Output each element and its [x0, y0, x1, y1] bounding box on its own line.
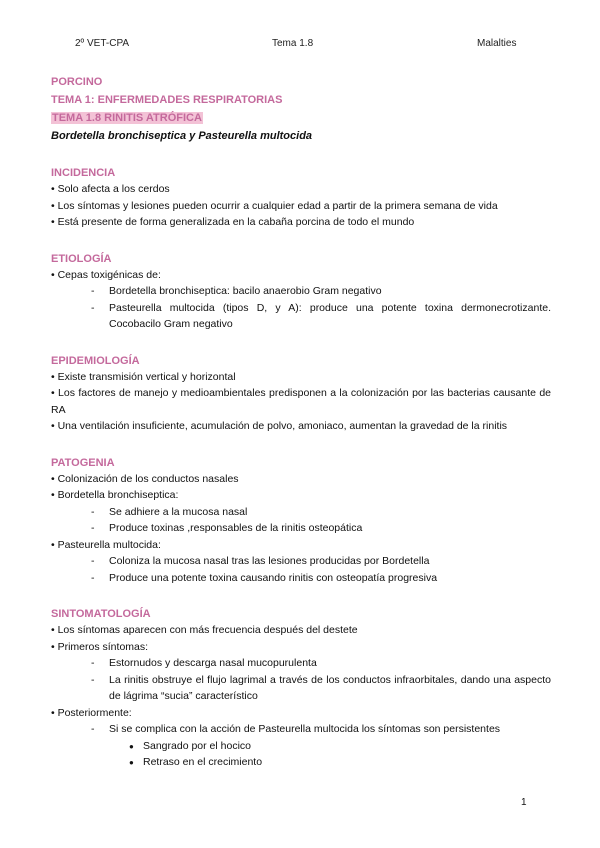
- list-item: • Bordetella bronchiseptica:: [51, 489, 179, 501]
- list-item: • Posteriormente:: [51, 706, 132, 719]
- header-course: 2º VET-CPA: [75, 38, 130, 49]
- list-item: • Los síntomas y lesiones pueden ocurrir a cualquier edad a partir de la primera semana de vida: [51, 199, 498, 212]
- sub-list-item: - La rinitis obstruye el flujo lagrimal a través de los conductos infraorbitales, dando una aspecto de lágrima “sucia” característico: [51, 672, 551, 705]
- header-subject: Malalties: [477, 38, 517, 49]
- sub-list-item: - Produce una potente toxina causando rinitis con osteopatía progresiva: [51, 570, 551, 587]
- sub-sub-list-item: ● Sangrado por el hocico: [51, 738, 551, 755]
- section-title-epidemiologia: EPIDEMIOLOGÍA: [51, 354, 140, 367]
- section-title-patogenia: PATOGENIA: [51, 456, 115, 469]
- list-item: • Colonización de los conductos nasales: [51, 472, 239, 485]
- species-heading: PORCINO: [51, 76, 103, 88]
- document-content: [51, 73, 551, 771]
- list-item: • Existe transmisión vertical y horizontal: [51, 370, 236, 383]
- subtema-highlight: TEMA 1.8 RINITIS ATRÓFICA: [52, 112, 202, 124]
- sub-sub-list-item: ● Retraso en el crecimiento: [51, 754, 551, 771]
- list-item: • Los factores de manejo y medioambientales predisponen a la colonización por las bacterias causante de RA: [51, 387, 551, 416]
- sub-list-item: - Estornudos y descarga nasal mucopurulenta: [51, 655, 551, 672]
- header-topic: Tema 1.8: [272, 38, 314, 49]
- list-item: • Primeros síntomas:: [51, 640, 149, 653]
- sub-list-item: - Se adhiere a la mucosa nasal: [51, 504, 551, 521]
- section-title-etiologia: ETIOLOGÍA: [51, 252, 112, 265]
- agents-subtitle: Bordetella bronchiseptica y Pasteurella multocida: [51, 130, 313, 142]
- tema-heading: TEMA 1: ENFERMEDADES RESPIRATORIAS: [51, 94, 283, 106]
- list-item: • Los síntomas aparecen con más frecuencia después del destete: [51, 624, 358, 636]
- list-item: • Solo afecta a los cerdos: [51, 183, 170, 195]
- section-title-incidencia: INCIDENCIA: [51, 167, 116, 179]
- list-item: • Una ventilación insuficiente, acumulación de polvo, amoniaco, aumentan la gravedad de la rinitis: [51, 420, 508, 432]
- sub-list-item: - Si se complica con la acción de Pasteurella multocida los síntomas son persistentes: [51, 721, 551, 738]
- page-number: 1: [521, 797, 527, 808]
- list-item: • Cepas toxigénicas de:: [51, 268, 161, 281]
- subtema-heading: [51, 109, 551, 127]
- sub-list-item: - Coloniza la mucosa nasal tras las lesiones producidas por Bordetella: [51, 553, 551, 570]
- section-title-sintomatologia: SINTOMATOLOGÍA: [51, 608, 151, 620]
- sub-list-item: - Bordetella bronchiseptica: bacilo anaerobio Gram negativo: [51, 283, 551, 300]
- list-item: • Está presente de forma generalizada en la cabaña porcina de todo el mundo: [51, 216, 415, 228]
- sub-list-item: - Pasteurella multocida (tipos D, y A): produce una potente toxina dermonecrotizante. Cocobacilo Gram negativo: [51, 300, 551, 333]
- sub-list-item: - Produce toxinas ,responsables de la rinitis osteopática: [51, 520, 551, 537]
- list-item: • Pasteurella multocida:: [51, 538, 161, 551]
